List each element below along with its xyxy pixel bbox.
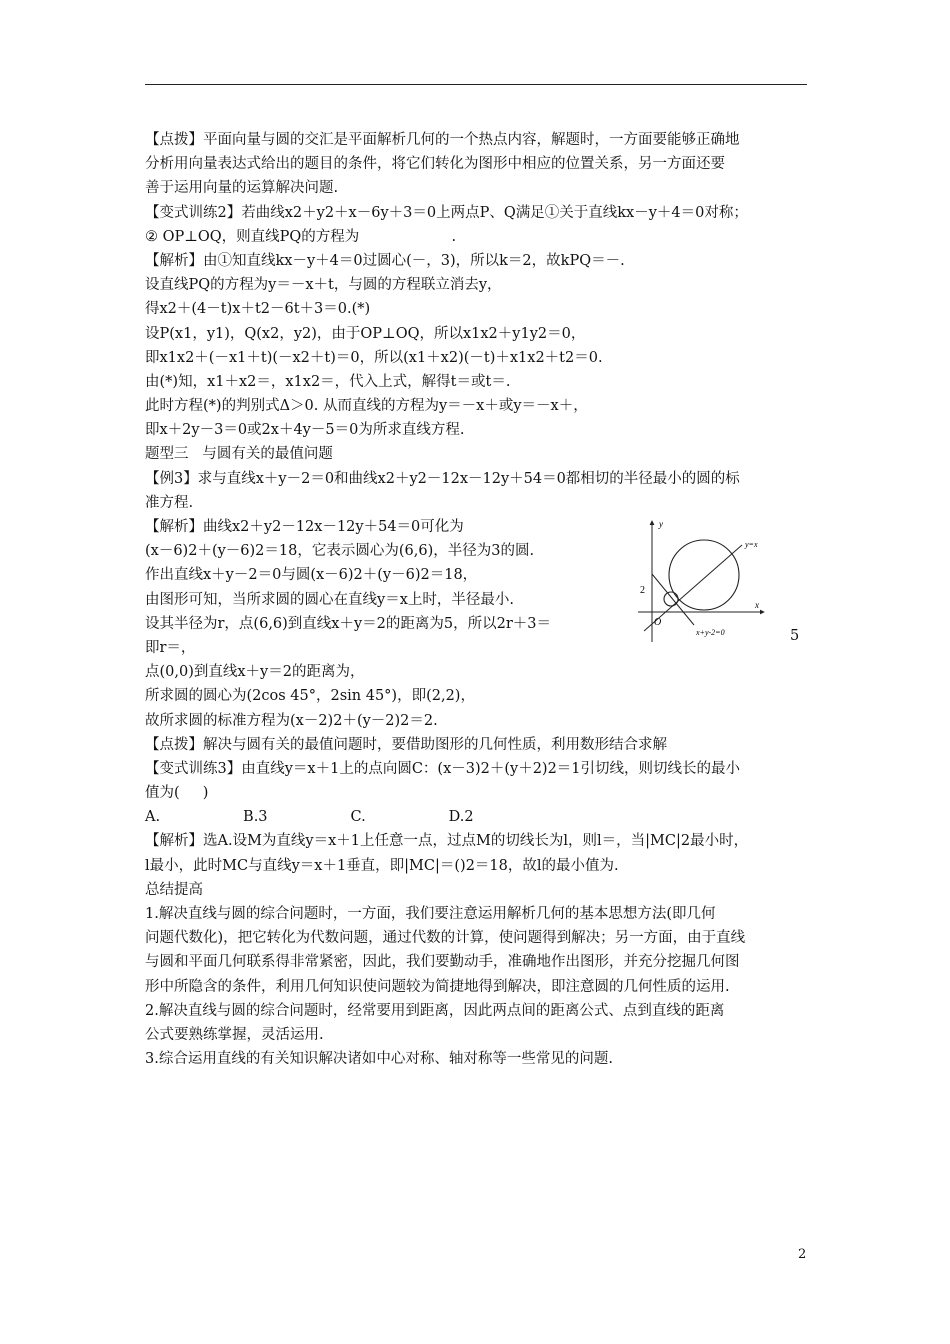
text-line: 由(*)知，x1＋x2＝，x1x2＝，代入上式，解得t＝或t＝.	[145, 373, 511, 390]
text-line: 得x2＋(4－t)x＋t2－6t＋3＝0.(*)	[145, 301, 371, 318]
text-line: l最小，此时MC与直线y＝x＋1垂直，即|MC|＝()2＝18，故l的最小值为.	[145, 857, 619, 874]
section-heading: 题型三 与圆有关的最值问题	[145, 446, 333, 463]
text-line: 【解析】选A.设M为直线y＝x＋1上任意一点，过点M的切线长为l，则l＝，当|MC|2最小时，	[145, 833, 749, 850]
geometry-figure	[622, 517, 772, 647]
section-heading: 总结提高	[145, 881, 203, 898]
text-line: 即r＝，	[145, 639, 196, 656]
text-line: 点(0,0)到直线x＋y＝2的距离为，	[145, 664, 365, 681]
text-line: 问题代数化)，把它转化为代数问题，通过代数的计算，使问题得到解决；另一方面，由于直线	[145, 930, 746, 947]
text-line: 【变式训练2】若曲线x2＋y2＋x－6y＋3＝0上两点P、Q满足①关于直线kx－y＋4＝0对称；	[145, 204, 748, 221]
text-line: 3.综合运用直线的有关知识解决诸如中心对称、轴对称等一些常见的问题.	[145, 1051, 613, 1068]
text-line: 分析用向量表达式给出的题目的条件，将它们转化为图形中相应的位置关系，另一方面还要	[145, 156, 725, 173]
text-line: 善于运用向量的运算解决问题.	[145, 180, 339, 197]
label-line: x+y-2=0	[696, 628, 725, 637]
text-line: 即x＋2y－3＝0或2x＋4y－5＝0为所求直线方程.	[145, 422, 465, 439]
text-line: 准方程.	[145, 494, 194, 511]
text-line: ② OP⊥OQ，则直线PQ的方程为 .	[145, 228, 457, 245]
text-line: 设P(x1，y1)，Q(x2，y2)，由于OP⊥OQ，所以x1x2＋y1y2＝0，	[145, 325, 586, 342]
inline-value: 5	[790, 628, 800, 644]
text-line: 作出直线x＋y－2＝0与圆(x－6)2＋(y－6)2＝18，	[145, 567, 478, 584]
label-2: 2	[640, 585, 645, 596]
text-line: 1.解决直线与圆的综合问题时，一方面，我们要注意运用解析几何的基本思想方法(即几何	[145, 906, 716, 922]
label-origin: O	[654, 617, 662, 628]
text-line: 公式要熟练掌握，灵活运用.	[145, 1026, 324, 1043]
label-x: x	[755, 600, 759, 610]
text-line: (x－6)2＋(y－6)2＝18，它表示圆心为(6,6)，半径为3的圆.	[145, 543, 535, 560]
text-line: 【点拨】解决与圆有关的最值问题时，要借助图形的几何性质，利用数形结合求解	[145, 736, 667, 753]
text-line: 所求圆的圆心为(2cos 45°，2sin 45°)，即(2,2)，	[145, 688, 475, 705]
text-line: 与圆和平面几何联系得非常紧密，因此，我们要勤动手，准确地作出图形，并充分挖掘几何图	[145, 954, 740, 971]
text-line: 【点拨】平面向量与圆的交汇是平面解析几何的一个热点内容，解题时，一方面要能够正确地	[145, 132, 740, 148]
text-line: 【变式训练3】由直线y＝x＋1上的点向圆C：(x－3)2＋(y＋2)2＝1引切线，则切线长的最小	[145, 760, 741, 777]
text-line: 2.解决直线与圆的综合问题时，经常要用到距离，因此两点间的距离公式、点到直线的距离	[145, 1002, 725, 1019]
small-circle	[664, 592, 678, 606]
header-rule	[145, 84, 807, 85]
text-line: 故所求圆的标准方程为(x－2)2＋(y－2)2＝2.	[145, 712, 438, 729]
label-y: y	[659, 519, 663, 529]
text-line: 设直线PQ的方程为y＝－x＋t，与圆的方程联立消去y，	[145, 277, 502, 294]
text-line: 【例3】求与直线x＋y－2＝0和曲线x2＋y2－12x－12y＋54＝0都相切的半径最小的圆的标	[145, 470, 740, 487]
text-line: 即x1x2＋(－x1＋t)(－x2＋t)＝0，所以(x1＋x2)(－t)＋x1x2＋t2＝0.	[145, 349, 603, 366]
text-line: 由图形可知，当所求圆的圆心在直线y＝x上时，半径最小.	[145, 591, 514, 608]
text-line: 设其半径为r，点(6,6)到直线x＋y＝2的距离为5，所以2r＋3＝	[145, 615, 552, 632]
page-number: 2	[798, 1247, 807, 1262]
text-line: 形中所隐含的条件，利用几何知识使问题较为简捷地得到解决，即注意圆的几何性质的运用.	[145, 978, 730, 995]
text-line: 此时方程(*)的判别式Δ＞0. 从而直线的方程为y＝－x＋或y＝－x＋，	[145, 398, 588, 415]
text-line: 【解析】由①知直线kx－y＋4＝0过圆心(－，3)，所以k＝2，故kPQ＝－.	[145, 252, 625, 269]
label-y-equals-x: y=x	[745, 540, 758, 549]
text-line: 值为( )	[145, 785, 209, 802]
text-line: 【解析】曲线x2＋y2－12x－12y＋54＝0可化为	[145, 519, 464, 535]
answer-options: A. B.3 C. D.2	[145, 809, 474, 826]
